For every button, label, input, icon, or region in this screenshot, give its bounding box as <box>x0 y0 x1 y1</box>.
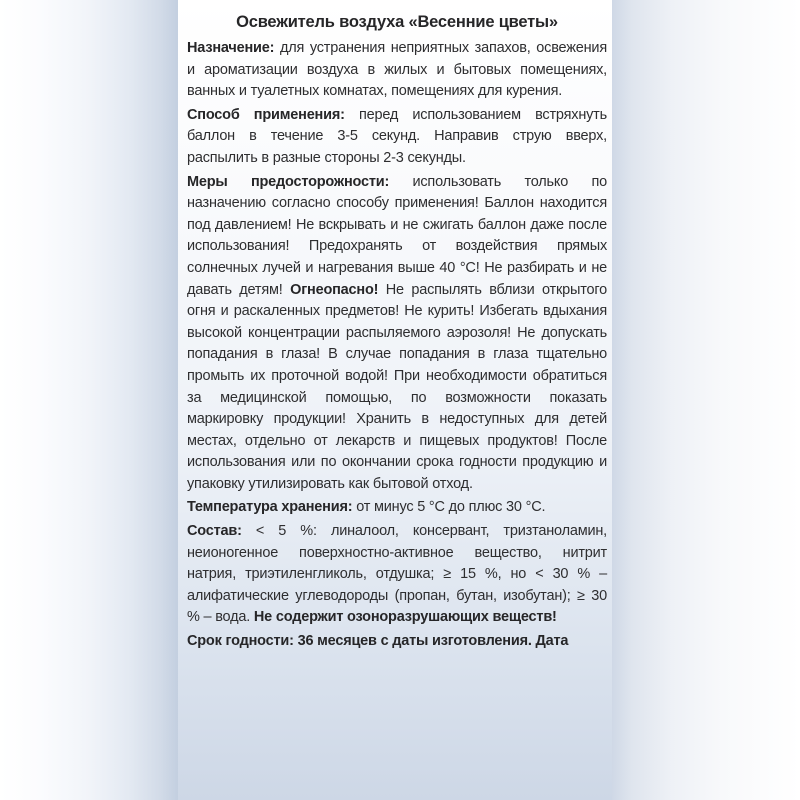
purpose-text: для устранения неприятных запахов, освежения и ароматизации воздуха в жилых и бытовых помещениях, ванных и туалетных комнатах, помещениях для курения. <box>187 40 607 100</box>
composition-heading: Состав: <box>187 523 242 540</box>
precautions-heading: Меры предосторожности: <box>187 173 390 190</box>
composition-section <box>187 521 607 629</box>
usage-heading: Способ применения: <box>187 106 345 123</box>
shelf-life-text: 36 месяцев с даты изготовления. Дата <box>297 633 569 650</box>
product-title: Освежитель воздуха «Весенние цветы» <box>236 13 558 31</box>
composition-text: < 5 %: линалоол, консервант, тризтаноламин, неионогенное поверхностно-активное вещество, нитрит натрия, триэтиленгликоль, отдушка; ≥ 15 %, но < 30 % – алифатические углеводороды (пропан, бутан, изобутан); ≥ 30 % – вода. <box>187 523 607 626</box>
precautions-text-1: использовать только по назначению согласно способу применения! Баллон находится под давлением! Не вскрывать и не сжигать баллон даже после использования! Предохранять от воздействия прямых солнечных лучей и нагревания выше 40 °С! Не разбирать и не давать детям! <box>187 173 607 298</box>
precautions-text-2: Не распылять вблизи открытого огня и раскаленных предметов! Не курить! Избегать вдыхания высокой концентрации распыляемого аэрозоля! Не допускать попадания в глаза! В случае попадания в глаза тщательно промыть их проточной водой! При необходимости обратиться за медицинской помощью, по возможности показать маркировку продукции! Хранить в недоступных для детей местах, отдельно от лекарств и пищевых продуктов! После использования или по окончании срока годности продукцию и упаковку утилизировать как бытовой отход. <box>187 281 607 492</box>
ozone-note: Не содержит озоноразрушающих веществ! <box>253 609 557 626</box>
can-right-edge <box>612 0 800 800</box>
purpose-heading: Назначение: <box>187 40 275 56</box>
storage-text: от минус 5 °С до плюс 30 °С. <box>356 499 546 516</box>
usage-section <box>187 105 607 170</box>
shelf-life-heading: Срок годности: <box>187 633 294 650</box>
shelf-life-section <box>187 631 607 653</box>
storage-heading: Температура хранения: <box>187 499 353 516</box>
storage-section <box>187 497 607 519</box>
purpose-section <box>187 38 607 103</box>
can-left-edge <box>0 0 178 800</box>
usage-text: перед использованием встряхнуть баллон в течение 3-5 секунд. Направив струю вверх, распылить в разные стороны 2-3 секунды. <box>187 106 607 166</box>
label-text-block <box>187 10 607 653</box>
precautions-section <box>187 172 607 496</box>
flammable-warning: Огнеопасно! <box>290 281 379 298</box>
